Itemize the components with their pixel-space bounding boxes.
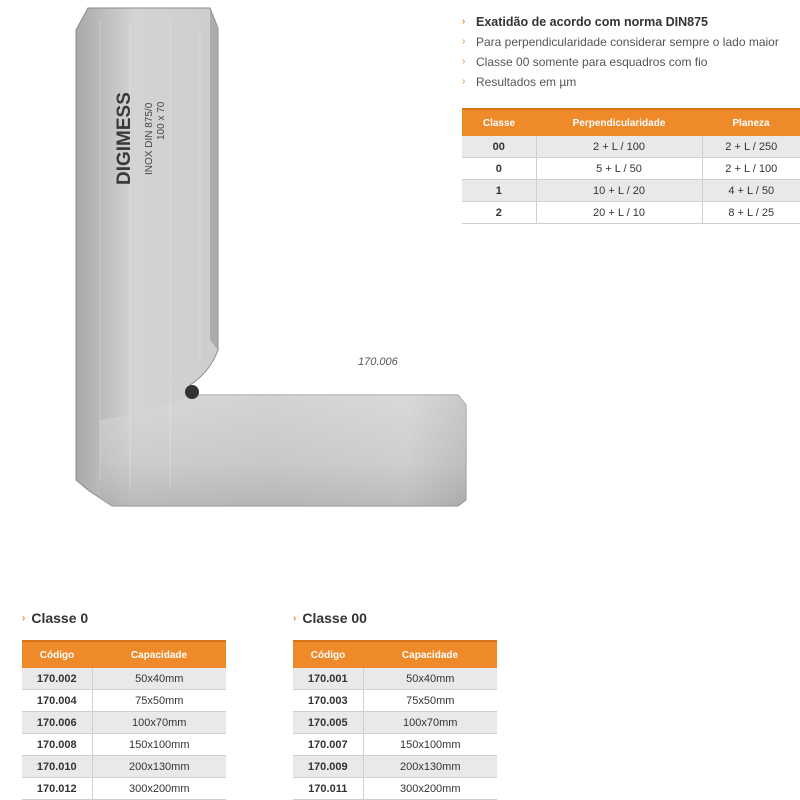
section-title-classe-00 (293, 610, 367, 626)
cell-codigo: 170.009 (293, 756, 363, 778)
classe-00-table (293, 640, 497, 800)
cell-capacidade: 75x50mm (92, 690, 226, 712)
table-row (22, 712, 226, 734)
header-capacidade: Capacidade (363, 641, 497, 668)
cell-codigo: 170.012 (22, 778, 92, 800)
section-title-text: Classe 00 (302, 610, 367, 626)
bullet-arrow-icon: › (462, 16, 466, 27)
table-row (293, 690, 497, 712)
table-row (293, 712, 497, 734)
bullet-arrow-icon: › (22, 613, 26, 624)
cell-planeza: 2 + L / 250 (702, 136, 800, 158)
feature-text: Para perpendicularidade considerar sempre o lado maior (476, 35, 779, 49)
tolerance-table (462, 108, 800, 224)
cell-classe: 1 (462, 180, 536, 202)
table-row (22, 668, 226, 690)
feature-item (462, 12, 779, 32)
cell-codigo: 170.011 (293, 778, 363, 800)
table-row (293, 778, 497, 800)
cell-capacidade: 300x200mm (363, 778, 497, 800)
cell-perpendicularidade: 5 + L / 50 (536, 158, 702, 180)
spec-engraving-2: 100 x 70 (156, 101, 167, 140)
cell-capacidade: 150x100mm (363, 734, 497, 756)
cell-capacidade: 50x40mm (363, 668, 497, 690)
cell-perpendicularidade: 2 + L / 100 (536, 136, 702, 158)
cell-planeza: 8 + L / 25 (702, 202, 800, 224)
table-row (462, 158, 800, 180)
table-row (22, 734, 226, 756)
table-header-row (293, 641, 497, 668)
table-row (462, 202, 800, 224)
classe-0-table (22, 640, 226, 800)
feature-text: Exatidão de acordo com norma DIN875 (476, 15, 709, 29)
feature-text: Resultados em µm (476, 75, 577, 89)
cell-codigo: 170.008 (22, 734, 92, 756)
cell-classe: 0 (462, 158, 536, 180)
cell-codigo: 170.010 (22, 756, 92, 778)
cell-capacidade: 150x100mm (92, 734, 226, 756)
feature-text: Classe 00 somente para esquadros com fio (476, 55, 708, 69)
table-row (462, 180, 800, 202)
header-capacidade: Capacidade (92, 641, 226, 668)
table-header-row (462, 109, 800, 136)
cell-classe: 2 (462, 202, 536, 224)
header-codigo: Código (22, 641, 92, 668)
cell-capacidade: 200x130mm (92, 756, 226, 778)
cell-codigo: 170.006 (22, 712, 92, 734)
bullet-arrow-icon: › (293, 613, 297, 624)
header-codigo: Código (293, 641, 363, 668)
spec-engraving-1: INOX DIN 875/0 (144, 102, 155, 175)
cell-planeza: 4 + L / 50 (702, 180, 800, 202)
cell-planeza: 2 + L / 100 (702, 158, 800, 180)
cell-classe: 00 (462, 136, 536, 158)
table-row (22, 778, 226, 800)
table-row (22, 690, 226, 712)
table-row (293, 668, 497, 690)
feature-item (462, 72, 779, 92)
feature-item (462, 32, 779, 52)
cell-capacidade: 300x200mm (92, 778, 226, 800)
brand-engraving: DIGIMESS (114, 92, 135, 185)
section-title-classe-0 (22, 610, 88, 626)
part-number-label: 170.006 (358, 356, 398, 368)
table-row (293, 734, 497, 756)
cell-codigo: 170.004 (22, 690, 92, 712)
cell-perpendicularidade: 20 + L / 10 (536, 202, 702, 224)
steel-square-image (60, 0, 500, 520)
bullet-arrow-icon: › (462, 36, 466, 47)
cell-capacidade: 75x50mm (363, 690, 497, 712)
table-header-row (22, 641, 226, 668)
table-row (22, 756, 226, 778)
cell-codigo: 170.005 (293, 712, 363, 734)
cell-capacidade: 100x70mm (363, 712, 497, 734)
bullet-arrow-icon: › (462, 56, 466, 67)
table-row (293, 756, 497, 778)
feature-item (462, 52, 779, 72)
cell-perpendicularidade: 10 + L / 20 (536, 180, 702, 202)
cell-codigo: 170.001 (293, 668, 363, 690)
table-row (462, 136, 800, 158)
bullet-arrow-icon: › (462, 76, 466, 87)
cell-codigo: 170.003 (293, 690, 363, 712)
feature-list (462, 12, 779, 92)
cell-codigo: 170.007 (293, 734, 363, 756)
cell-codigo: 170.002 (22, 668, 92, 690)
cell-capacidade: 200x130mm (363, 756, 497, 778)
cell-capacidade: 100x70mm (92, 712, 226, 734)
header-classe: Classe (462, 109, 536, 136)
header-planeza: Planeza (702, 109, 800, 136)
header-perpendicularidade: Perpendicularidade (536, 109, 702, 136)
cell-capacidade: 50x40mm (92, 668, 226, 690)
section-title-text: Classe 0 (31, 610, 89, 626)
